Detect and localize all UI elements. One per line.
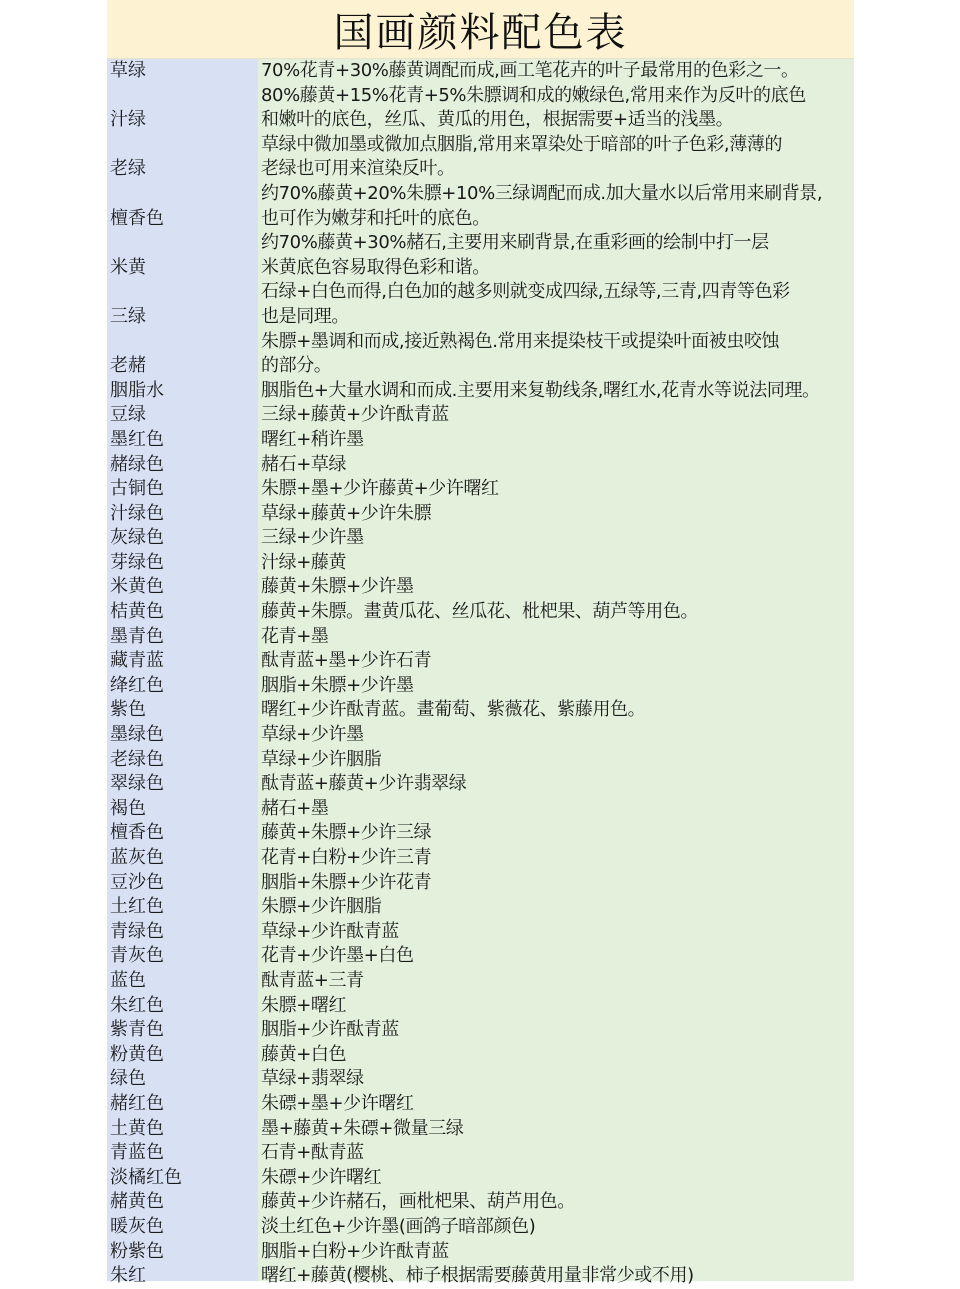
table-row: [107, 1190, 854, 1215]
table-row: [107, 846, 854, 871]
table-row: [107, 944, 854, 969]
table-row: [107, 1264, 854, 1289]
color-table-sheet: [107, 0, 854, 1287]
table-row: [107, 723, 854, 748]
color-name: 檀香色: [110, 822, 164, 844]
color-recipe: 汁绿+藤黄: [261, 551, 347, 573]
color-name: 土黄色: [110, 1117, 164, 1139]
color-recipe: 酞青蓝+三青: [261, 969, 364, 991]
color-recipe: 朱磦+少许曙红: [261, 1166, 382, 1188]
color-name: 豆绿: [110, 404, 146, 426]
table-row: [107, 748, 854, 773]
color-recipe: 石青+酞青蓝: [261, 1142, 364, 1164]
color-name: 草绿: [110, 60, 146, 81]
color-recipe: 藤黄+白色: [261, 1043, 347, 1065]
table-row: [107, 403, 854, 428]
color-recipe: 朱磦+墨+少许曙红: [261, 1092, 414, 1114]
color-name: 暖灰色: [110, 1215, 164, 1237]
color-name: 朱红色: [110, 994, 164, 1016]
color-name: 淡橘红色: [110, 1166, 182, 1188]
color-name: 粉紫色: [110, 1240, 164, 1262]
color-name: 胭脂水: [110, 379, 164, 401]
color-name: 赭红色: [110, 1092, 164, 1114]
color-name: 土红色: [110, 896, 164, 918]
table-row: [107, 674, 854, 699]
table-row: [107, 1141, 854, 1166]
color-name: 老绿色: [110, 748, 164, 770]
color-recipe: 朱膘+墨+少许藤黄+少许曙红: [261, 478, 499, 500]
color-name: 灰绿色: [110, 527, 164, 549]
page-title: 国画颜料配色表: [333, 9, 628, 56]
color-name: 米黄: [110, 256, 146, 278]
color-recipe: 约70%藤黄+20%朱膘+10%三绿调配而成.加大量水以后常用来刷背景, 也可作为嫩芽和托叶的底色。: [261, 182, 823, 229]
color-name: 绛红色: [110, 674, 164, 696]
color-name: 檀香色: [110, 207, 164, 229]
table-row: [107, 821, 854, 846]
color-name: 三绿: [110, 305, 146, 327]
color-table: [107, 59, 854, 1289]
color-name: 紫色: [110, 699, 146, 721]
table-row: [107, 649, 854, 674]
color-recipe: 草绿+翡翠绿: [261, 1068, 364, 1090]
color-recipe: 曙红+稍许墨: [261, 428, 364, 450]
color-name: 青灰色: [110, 945, 164, 967]
title-bar: [107, 0, 854, 59]
color-name: 豆沙色: [110, 871, 164, 893]
table-row: [107, 871, 854, 896]
table-row: [107, 526, 854, 551]
color-name: 赭黄色: [110, 1191, 164, 1213]
color-recipe: 朱膘+曙红: [261, 994, 347, 1016]
color-name: 藏青蓝: [110, 650, 164, 672]
color-name: 紫青色: [110, 1019, 164, 1041]
color-recipe: 酞青蓝+墨+少许石青: [261, 650, 432, 672]
table-row: [107, 698, 854, 723]
color-recipe: 草绿+少许胭脂: [261, 748, 382, 770]
color-recipe: 三绿+藤黄+少许酞青蓝: [261, 404, 449, 426]
color-name: 芽绿色: [110, 551, 164, 573]
color-recipe: 藤黄+朱膘+少许三绿: [261, 822, 432, 844]
color-recipe: 淡土红色+少许墨(画鸽子暗部颜色): [261, 1215, 536, 1237]
color-recipe: 墨+藤黄+朱磦+微量三绿: [261, 1117, 464, 1139]
color-recipe: 花青+少许墨+白色: [261, 945, 414, 967]
table-row: [107, 551, 854, 576]
color-recipe: 胭脂+朱膘+少许花青: [261, 871, 432, 893]
color-name: 青绿色: [110, 920, 164, 942]
table-row: [107, 84, 854, 133]
table-row: [107, 797, 854, 822]
color-recipe: 藤黄+朱膘+少许墨: [261, 576, 414, 598]
table-row: [107, 428, 854, 453]
color-recipe: 藤黄+朱膘。畫黄瓜花、丝瓜花、枇杷果、葫芦等用色。: [261, 601, 699, 623]
color-recipe: 胭脂+白粉+少许酞青蓝: [261, 1240, 449, 1262]
table-row: [107, 625, 854, 650]
table-row: [107, 1215, 854, 1240]
table-row: [107, 575, 854, 600]
color-recipe: 胭脂+少许酞青蓝: [261, 1019, 399, 1041]
table-row: [107, 59, 854, 84]
table-row: [107, 1067, 854, 1092]
color-name: 墨红色: [110, 428, 164, 450]
color-recipe: 藤黄+少许赭石，画枇杷果、葫芦用色。: [261, 1191, 575, 1213]
table-row: [107, 280, 854, 329]
color-recipe: 胭脂色+大量水调和而成.主要用来复勒线条,曙红水,花青水等说法同理。: [261, 379, 820, 401]
color-name: 青蓝色: [110, 1142, 164, 1164]
color-name: 墨青色: [110, 625, 164, 647]
table-row: [107, 772, 854, 797]
table-row: [107, 1240, 854, 1265]
color-name: 古铜色: [110, 478, 164, 500]
color-recipe: 朱膘+少许胭脂: [261, 896, 382, 918]
color-name: 粉黄色: [110, 1043, 164, 1065]
table-row: [107, 1092, 854, 1117]
table-row: [107, 477, 854, 502]
color-recipe: 花青+墨: [261, 625, 329, 647]
color-name: 老赭: [110, 355, 146, 377]
color-name: 米黄色: [110, 576, 164, 598]
color-recipe: 朱膘+墨调和而成,接近熟褐色.常用来提染枝干或提染叶面被虫咬蚀 的部分。: [261, 330, 780, 377]
color-name: 绿色: [110, 1068, 146, 1090]
color-name: 墨绿色: [110, 724, 164, 746]
table-row: [107, 920, 854, 945]
color-recipe: 石绿+白色而得,白色加的越多则就变成四绿,五绿等,三青,四青等色彩 也是同理。: [261, 281, 790, 327]
color-name: 朱红: [110, 1265, 146, 1287]
table-row: [107, 502, 854, 527]
color-recipe: 花青+白粉+少许三青: [261, 847, 432, 868]
table-row: [107, 330, 854, 379]
color-name: 赭绿色: [110, 453, 164, 475]
table-row: [107, 1117, 854, 1142]
color-recipe: 70%花青+30%藤黄调配而成,画工笔花卉的叶子最常用的色彩之一。: [261, 60, 799, 81]
table-row: [107, 133, 854, 182]
color-recipe: 赭石+墨: [261, 797, 329, 819]
color-name: 老绿: [110, 158, 146, 180]
table-row: [107, 1166, 854, 1191]
table-row: [107, 1018, 854, 1043]
table-row: [107, 600, 854, 625]
color-recipe: 草绿+少许墨: [261, 724, 364, 746]
color-recipe: 三绿+少许墨: [261, 527, 364, 549]
table-row: [107, 969, 854, 994]
table-row: [107, 182, 854, 231]
color-recipe: 草绿+藤黄+少许朱膘: [261, 502, 432, 524]
color-recipe: 赭石+草绿: [261, 453, 347, 475]
color-recipe: 曙红+少许酞青蓝。畫葡萄、紫薇花、紫藤用色。: [261, 699, 646, 721]
table-row: [107, 231, 854, 280]
color-name: 翠绿色: [110, 773, 164, 795]
color-name: 蓝灰色: [110, 847, 164, 868]
color-name: 桔黄色: [110, 601, 164, 623]
color-recipe: 草绿+少许酞青蓝: [261, 920, 399, 942]
color-name: 蓝色: [110, 969, 146, 991]
color-name: 褐色: [110, 797, 146, 819]
color-recipe: 胭脂+朱膘+少许墨: [261, 674, 414, 696]
color-recipe: 80%藤黄+15%花青+5%朱膘调和成的嫩绿色,常用来作为反叶的底色 和嫩叶的底色，丝瓜、黄瓜的用色，根据需要+适当的浅墨。: [261, 84, 806, 131]
table-row: [107, 1043, 854, 1068]
color-recipe: 约70%藤黄+30%赭石,主要用来刷背景,在重彩画的绘制中打一层 米黄底色容易取得色彩和谐。: [261, 232, 769, 278]
color-recipe: 草绿中微加墨或微加点胭脂,常用来罩染处于暗部的叶子色彩,薄薄的 老绿也可用来渲染反叶。: [261, 133, 783, 180]
table-row: [107, 453, 854, 478]
table-row: [107, 994, 854, 1019]
table-row: [107, 895, 854, 920]
table-row: [107, 379, 854, 404]
color-name: 汁绿: [110, 109, 146, 131]
color-recipe: 曙红+藤黄(樱桃、柿子根据需要藤黄用量非常少或不用): [261, 1265, 694, 1287]
color-name: 汁绿色: [110, 502, 164, 524]
color-recipe: 酞青蓝+藤黄+少许翡翠绿: [261, 773, 467, 795]
